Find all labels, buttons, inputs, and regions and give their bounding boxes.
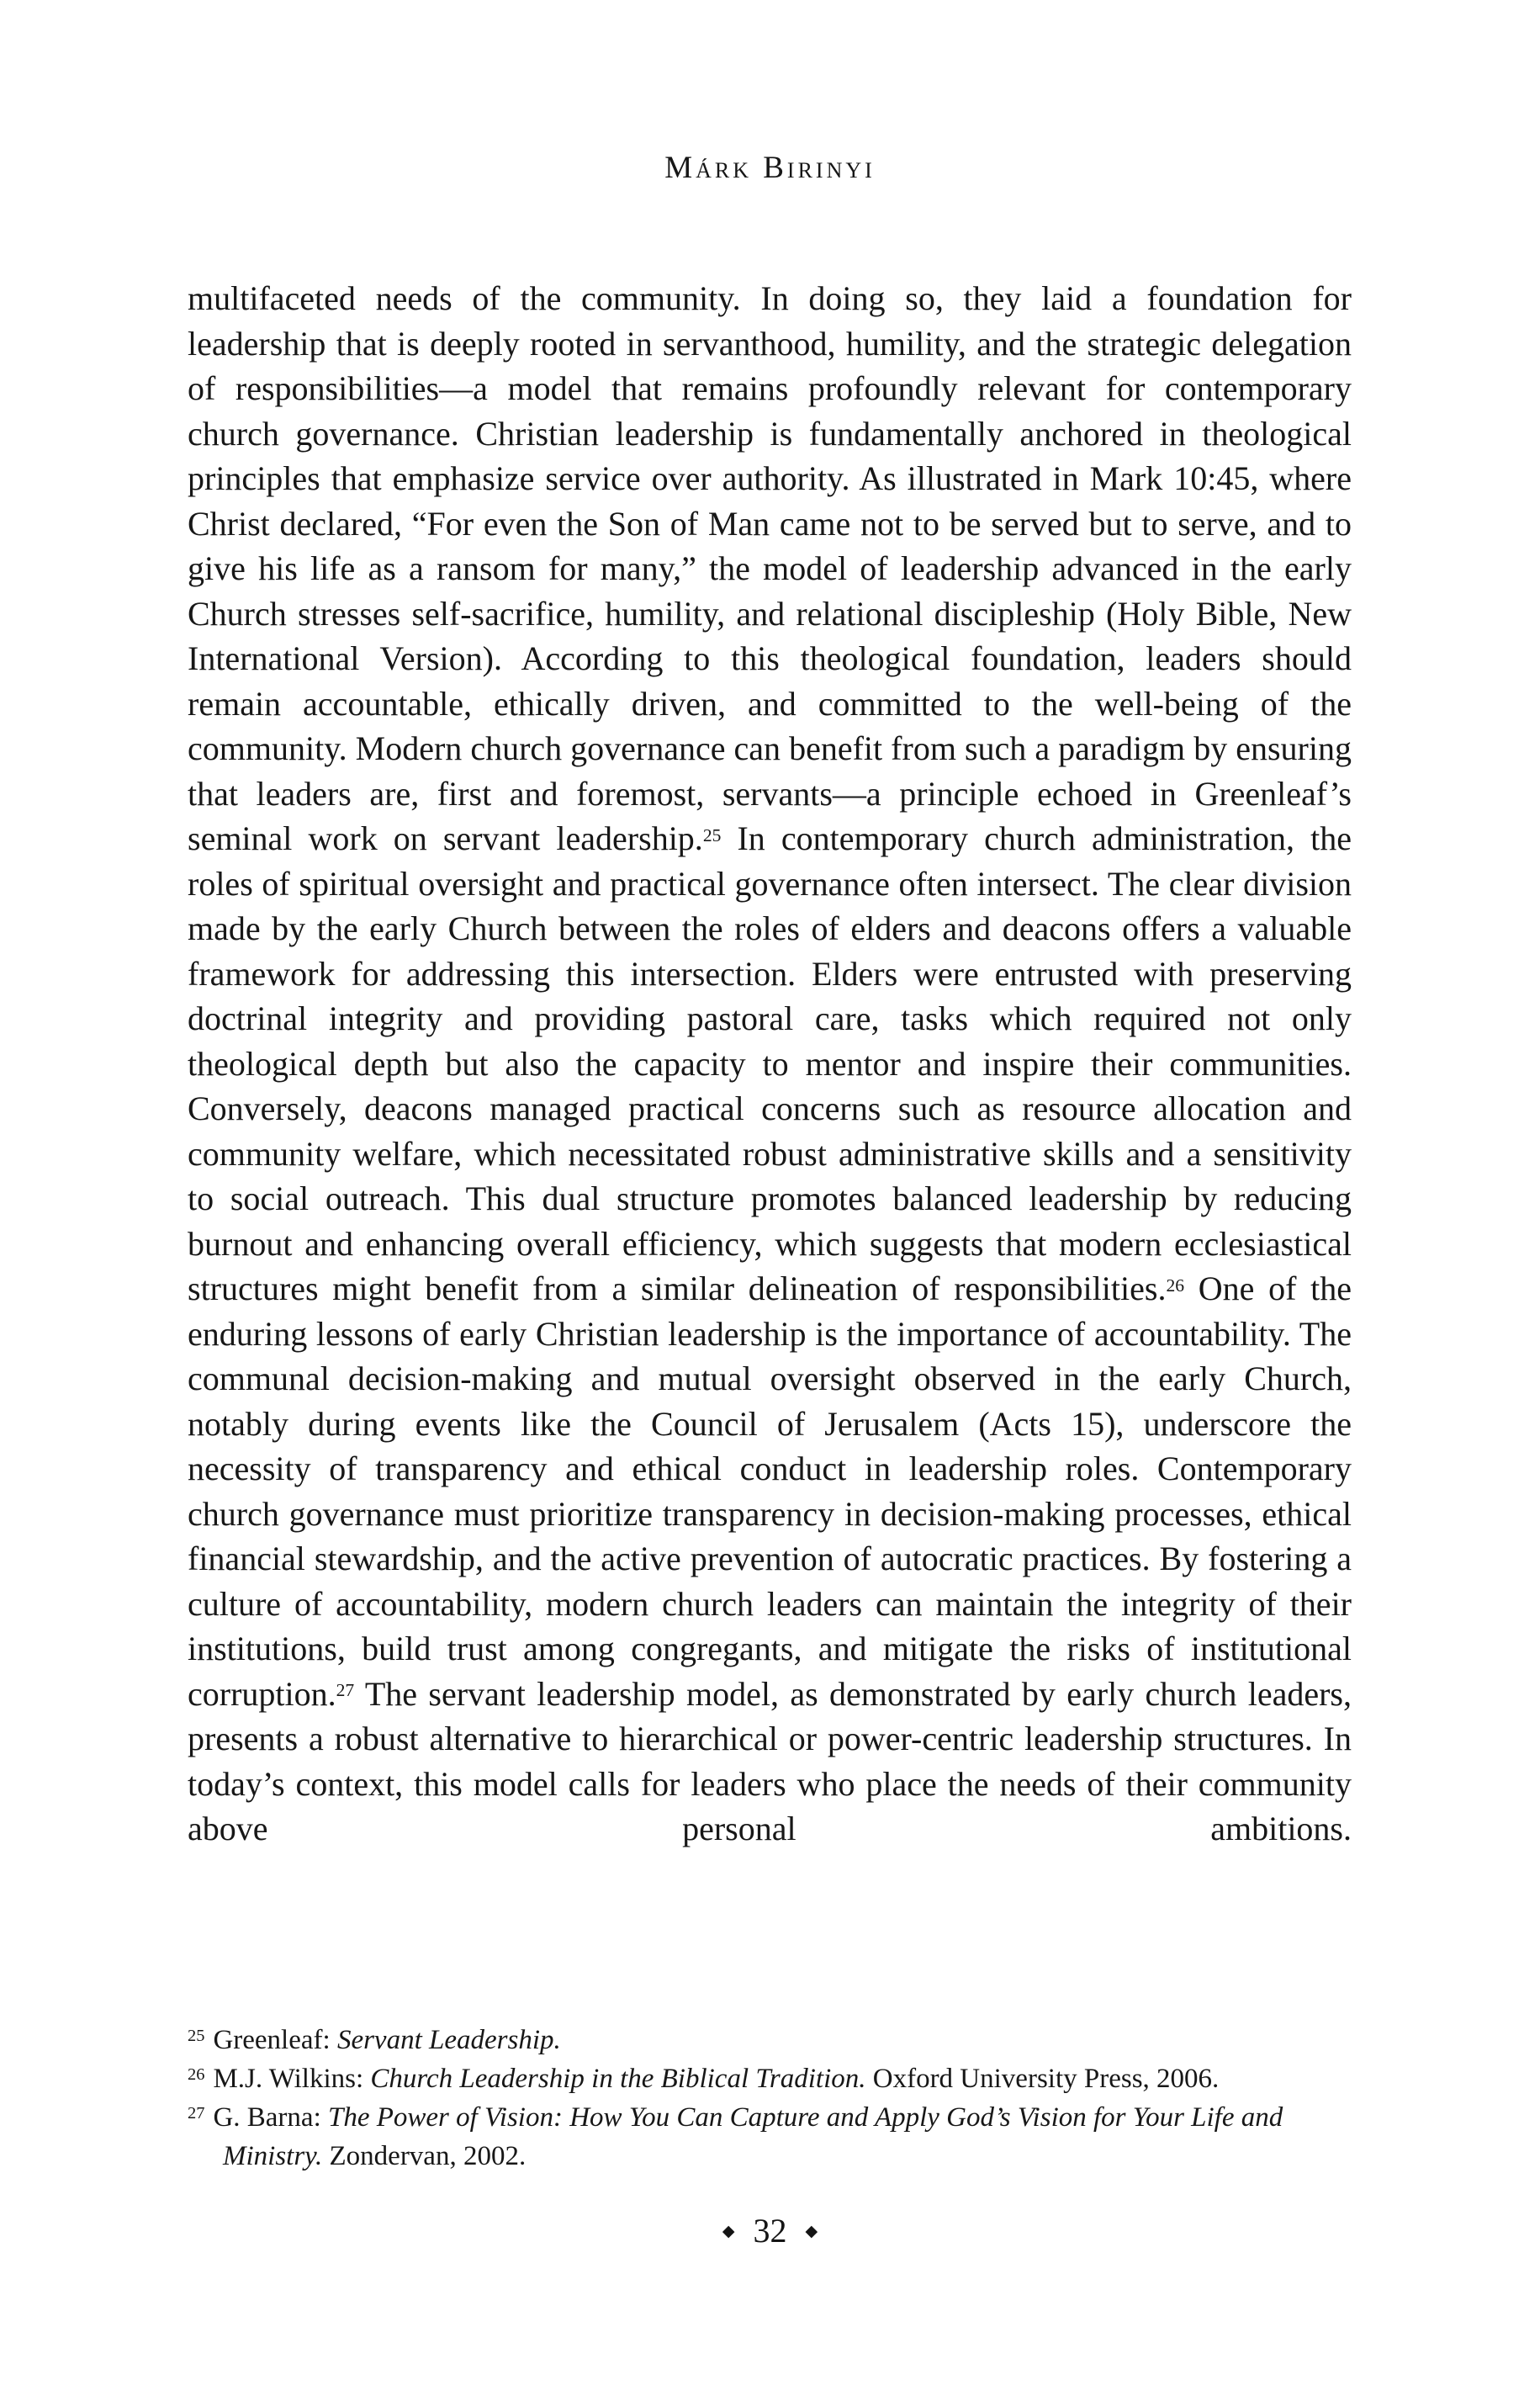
footnote-number: 27: [188, 2104, 205, 2123]
footnote-title: Church Leadership in the Biblical Tradition.: [370, 2064, 866, 2094]
footnote-number: 26: [188, 2065, 205, 2085]
page-number: 32: [753, 2212, 787, 2250]
body-text-segment: One of the enduring lessons of early Christian leadership is the importance of accountability. The communal decision-making and mutual oversight observed in the early Church, notably during events like the Council of Jerusalem (Acts 15), underscore the necessity of transparency and ethical conduct in leadership roles. Contemporary church governance must prioritize transparency in decision-making processes, ethical financial stewardship, and the active prevention of autocratic practices. By fostering a culture of accountability, modern church leaders can maintain the integrity of their institutions, build trust among congregants, and mitigate the risks of institutional corruption.: [188, 1269, 1352, 1713]
footnote-text: Oxford University Press, 2006.: [865, 2064, 1220, 2094]
footnote-item: [188, 2098, 1352, 2176]
footnote-item: [188, 2021, 1352, 2059]
page-footer: [0, 2211, 1540, 2250]
footnote-text: Greenleaf:: [213, 2025, 337, 2055]
footnote-text: Zondervan, 2002.: [322, 2141, 527, 2171]
footnote-reference-26: 26: [1166, 1275, 1185, 1296]
author-running-header: Márk Birinyi: [664, 151, 876, 185]
body-text-segment: The servant leadership model, as demonstrated by early church leaders, presents a robust alternative to hierarchical or power-centric leadership structures. In today’s context, this model calls for leaders who place the needs of their community above personal ambitions.: [188, 1674, 1352, 1847]
footnote-number: 25: [188, 2027, 205, 2046]
body-paragraph: [188, 276, 1352, 1852]
footnote-item: [188, 2059, 1352, 2098]
diamond-ornament-left-icon: ◆: [722, 2223, 735, 2240]
footnotes-section: [188, 2021, 1352, 2176]
footnote-text: M.J. Wilkins:: [213, 2064, 371, 2094]
footnote-reference-25: 25: [702, 824, 722, 845]
body-text-segment: multifaceted needs of the community. In doing so, they laid a foundation for leadership that is deeply rooted in servanthood, humility, and the strategic delegation of responsibilities—a model that remains profoundly relevant for contemporary church governance. Christian leadership is fundamentally anchored in theological principles that emphasize service over authority. As illustrated in Mark 10:45, where Christ declared, “For even the Son of Man came not to be served but to serve, and to give his life as a ransom for many,” the model of leadership advanced in the early Church stresses self-sacrifice, humility, and relational discipleship (Holy Bible, New International Version). According to this theological foundation, leaders should remain accountable, ethically driven, and committed to the well-being of the community. Modern church governance can benefit from such a paradigm by ensuring that leaders are, first and foremost, servants—a principle echoed in Greenleaf’s seminal work on servant leadership.: [188, 279, 1352, 857]
footnote-text: G. Barna:: [213, 2102, 328, 2133]
footnote-title: The Power of Vision: How You Can Capture and Apply God’s Vision for Your Life and Ministry.: [223, 2102, 1283, 2171]
diamond-ornament-right-icon: ◆: [805, 2223, 818, 2240]
body-text-segment: In contemporary church administration, the roles of spiritual oversight and practical governance often intersect. The clear division made by the early Church between the roles of elders and deacons offers a valuable framework for addressing this intersection. Elders were entrusted with preserving doctrinal integrity and providing pastoral care, tasks which required not only theological depth but also the capacity to mentor and inspire their communities. Conversely, deacons managed practical concerns such as resource allocation and community welfare, which necessitated robust administrative skills and a sensitivity to social outreach. This dual structure promotes balanced leadership by reducing burnout and enhancing overall efficiency, which suggests that modern ecclesiastical structures might benefit from a similar delineation of responsibilities.: [188, 819, 1352, 1307]
footnote-reference-27: 27: [336, 1680, 355, 1701]
footnote-title: Servant Leadership.: [336, 2025, 561, 2055]
